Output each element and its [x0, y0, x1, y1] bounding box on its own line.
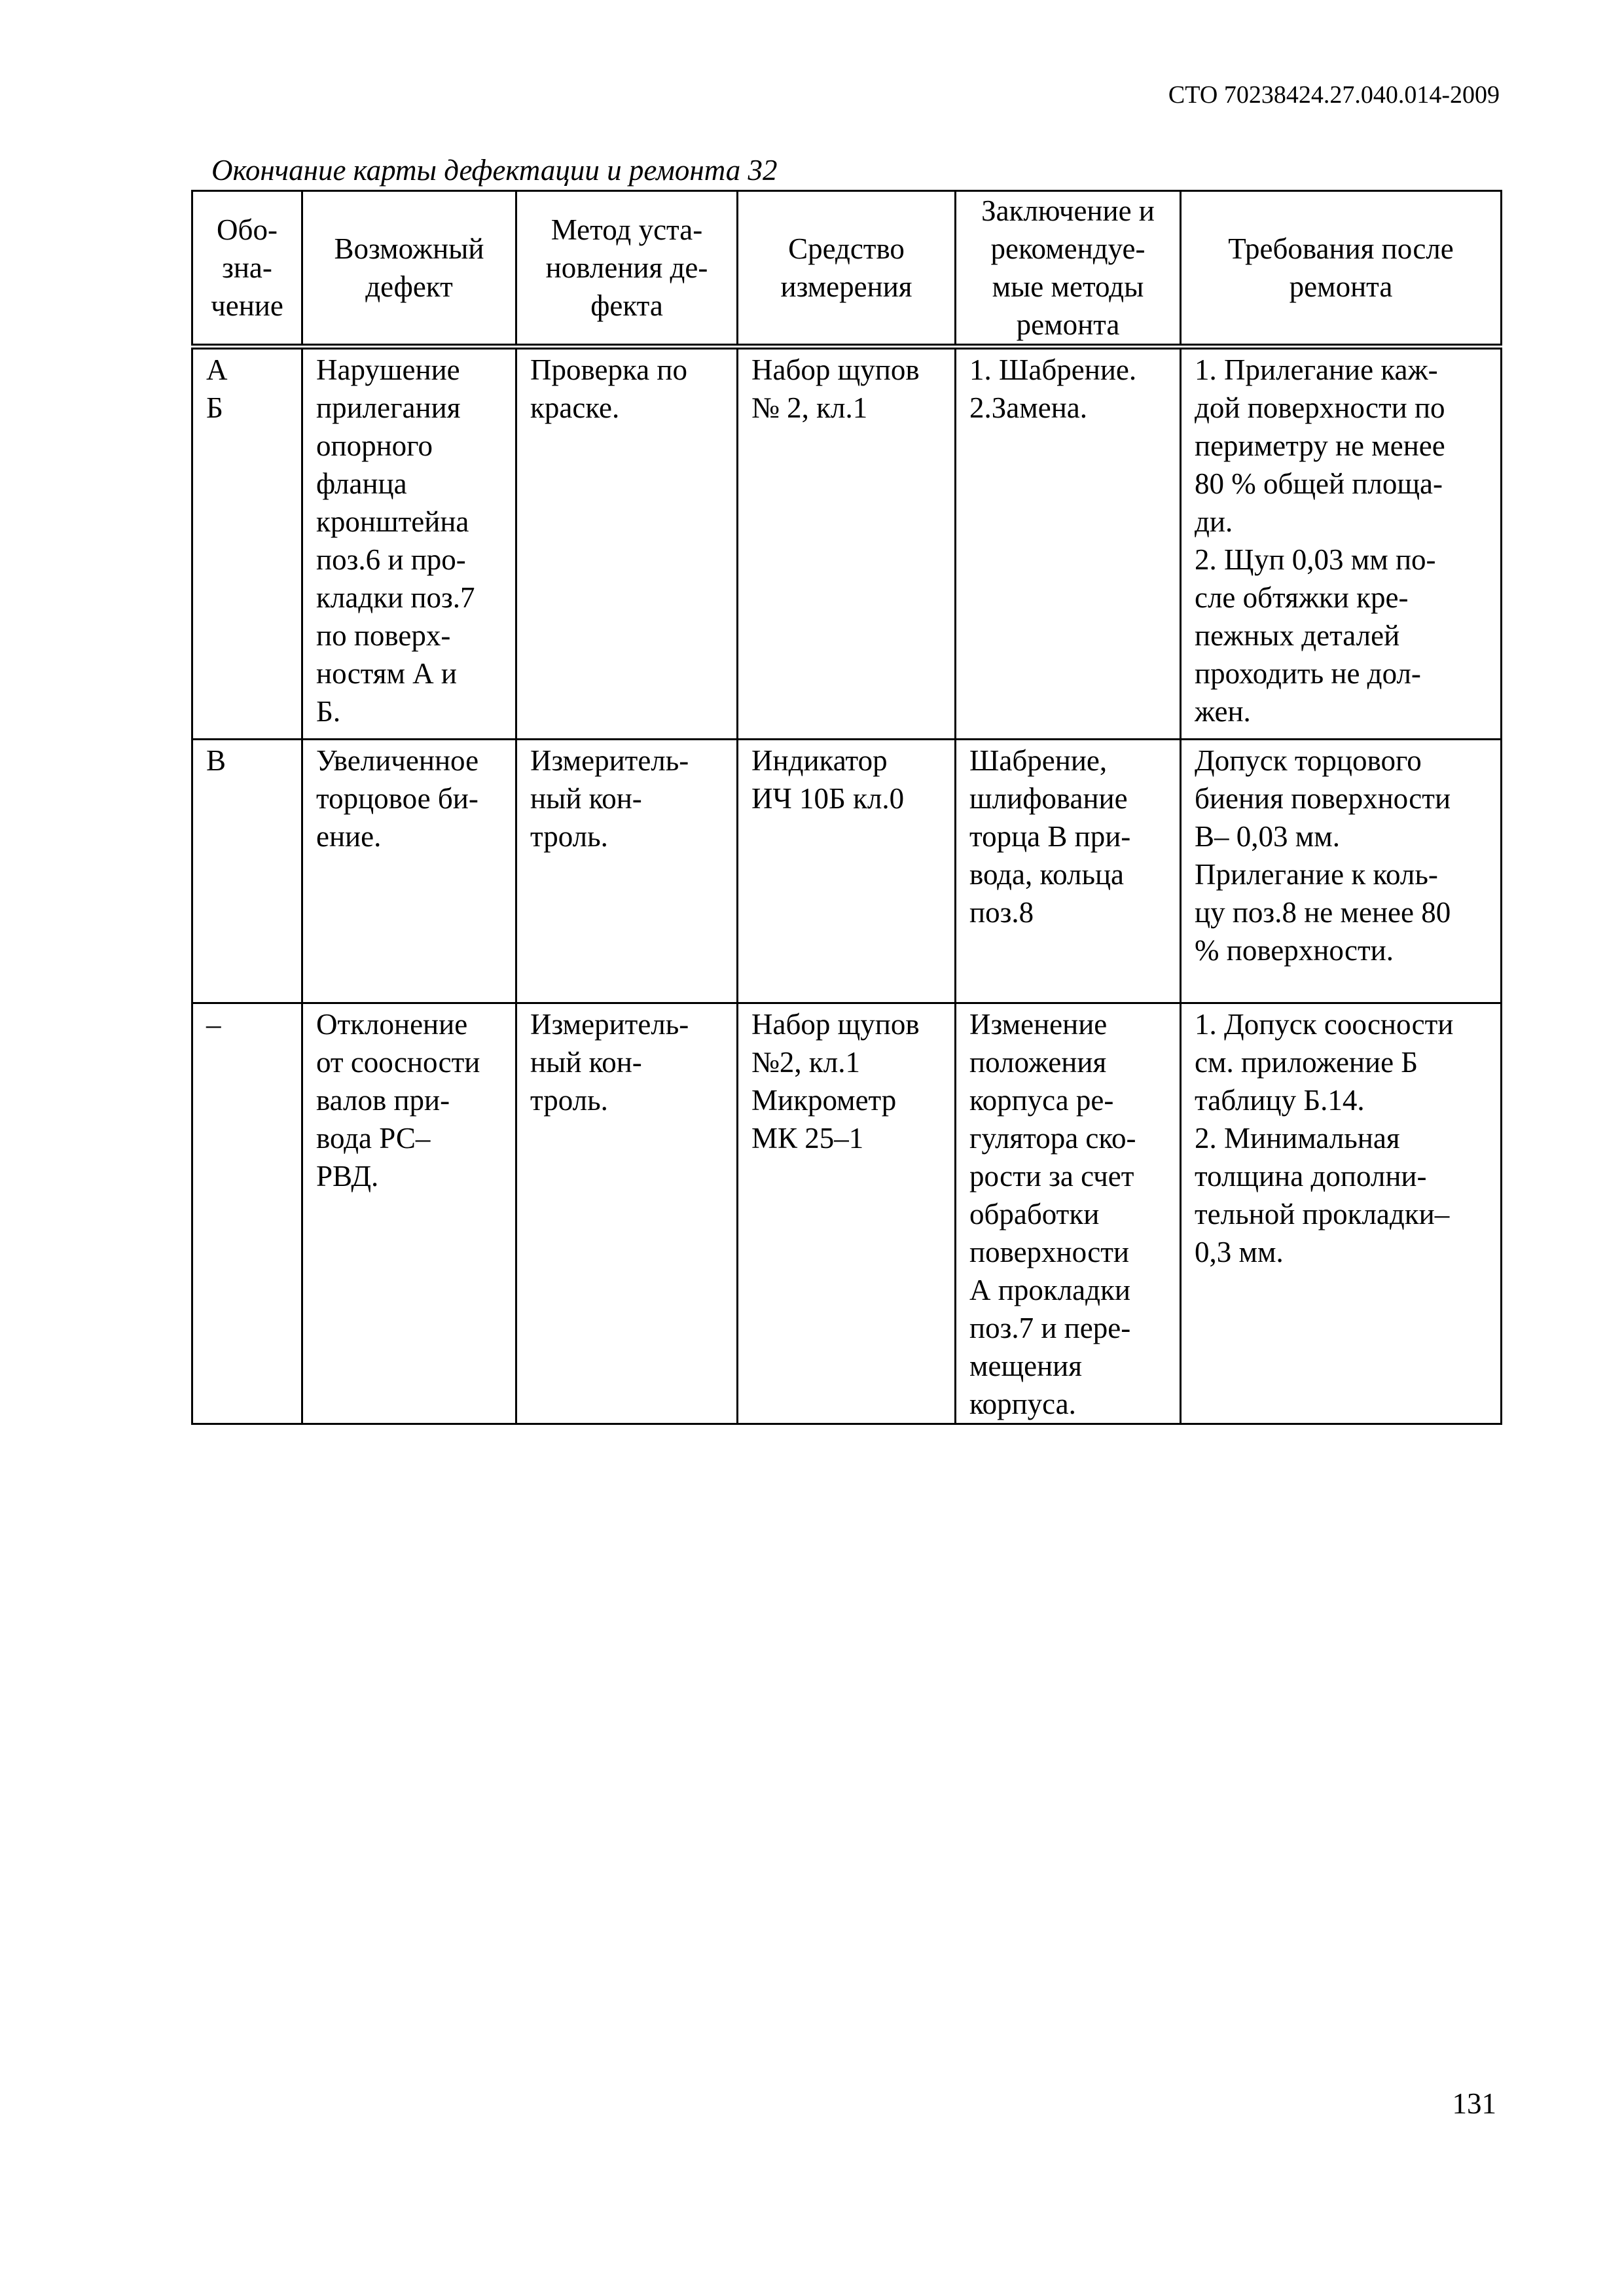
cell-text-line: Индикатор	[751, 744, 888, 777]
cell-text-line: Микрометр	[751, 1084, 897, 1117]
cell-text-line: 0,3 мм.	[1195, 1236, 1284, 1268]
cell-text-line: 1. Шабрение.	[969, 353, 1137, 386]
cell-text-line: кладки поз.7	[316, 581, 475, 614]
cell-designation	[192, 347, 302, 740]
cell-text-line: ностям А и	[316, 657, 458, 690]
cell-text-line: рости за счет	[969, 1160, 1134, 1193]
cell-text-line: % поверхности.	[1195, 934, 1394, 967]
cell-requirements	[1181, 1003, 1502, 1424]
cell-text-line: пежных деталей	[1195, 619, 1400, 652]
cell-text-line: ремонта	[1016, 308, 1120, 341]
cell-text-line: 1. Допуск соосности	[1195, 1008, 1454, 1041]
cell-method	[516, 347, 738, 740]
column-header-instrument	[738, 191, 956, 347]
cell-text-line: В	[206, 744, 226, 777]
cell-text-line: Требования после	[1228, 232, 1454, 265]
cell-text-line: Допуск торцового	[1195, 744, 1422, 777]
cell-text-line: 2. Минимальная	[1195, 1122, 1400, 1155]
cell-instrument	[738, 740, 956, 1003]
cell-text-line: вода РС–	[316, 1122, 431, 1155]
cell-text-line: таблицу Б.14.	[1195, 1084, 1365, 1117]
cell-text-line: Шабрение,	[969, 744, 1108, 777]
cell-text-line: ный кон-	[530, 782, 642, 815]
cell-text-line: фекта	[590, 289, 663, 322]
cell-text-line: зна-	[222, 251, 272, 284]
cell-text-line: поз.7 и пере-	[969, 1312, 1131, 1344]
cell-text-line: биения поверхности	[1195, 782, 1451, 815]
cell-text-line: толщина дополни-	[1195, 1160, 1427, 1193]
cell-text-line: 2.Замена.	[969, 391, 1088, 424]
cell-text-line: опорного	[316, 429, 433, 462]
cell-text-line: торцовое би-	[316, 782, 478, 815]
cell-text-line: торца В при-	[969, 820, 1131, 853]
cell-text-line: Нарушение	[316, 353, 460, 386]
cell-text-line: Обо-	[217, 213, 278, 246]
cell-text-line: корпуса ре-	[969, 1084, 1114, 1117]
cell-text-line: новления де-	[545, 251, 708, 284]
cell-text-line: жен.	[1195, 695, 1251, 728]
cell-text-line: кронштейна	[316, 505, 469, 538]
cell-text-line: Проверка по	[530, 353, 687, 386]
cell-text-line: поверхности	[969, 1236, 1129, 1268]
cell-text-line: Отклонение	[316, 1008, 468, 1041]
cell-instrument	[738, 347, 956, 740]
cell-text-line: МК 25–1	[751, 1122, 864, 1155]
cell-text-line: поз.8	[969, 896, 1034, 929]
page-number: 131	[1452, 2087, 1496, 2120]
cell-text-line: №2, кл.1	[751, 1046, 861, 1079]
cell-text-line: Б	[206, 391, 223, 424]
cell-text-line: краске.	[530, 391, 620, 424]
cell-designation	[192, 1003, 302, 1424]
cell-text-line: дефект	[365, 270, 453, 303]
cell-text-line: А	[206, 353, 228, 386]
cell-text-line: Изменение	[969, 1008, 1108, 1041]
cell-text-line: ение.	[316, 820, 382, 853]
cell-text-line: 1. Прилегание каж-	[1195, 353, 1438, 386]
cell-text-line: от соосности	[316, 1046, 480, 1079]
cell-text-line: –	[206, 1008, 221, 1041]
cell-text-line: сле обтяжки кре-	[1195, 581, 1409, 614]
cell-text-line: см. приложение Б	[1195, 1046, 1418, 1079]
table-row	[192, 347, 1502, 740]
column-header-designation	[192, 191, 302, 347]
cell-text-line: РВД.	[316, 1160, 379, 1193]
cell-text-line: проходить не дол-	[1195, 657, 1421, 690]
cell-text-line: троль.	[530, 1084, 608, 1117]
cell-text-line: Измеритель-	[530, 1008, 689, 1041]
cell-text-line: чение	[211, 289, 283, 322]
cell-defect	[302, 740, 516, 1003]
column-header-method	[516, 191, 738, 347]
cell-text-line: периметру не менее	[1195, 429, 1445, 462]
cell-designation	[192, 740, 302, 1003]
cell-text-line: Б.	[316, 695, 341, 728]
cell-text-line: положения	[969, 1046, 1107, 1079]
cell-text-line: 80 % общей площа-	[1195, 467, 1443, 500]
cell-requirements	[1181, 740, 1502, 1003]
cell-text-line: по поверх-	[316, 619, 451, 652]
column-header-defect	[302, 191, 516, 347]
cell-text-line: тельной прокладки–	[1195, 1198, 1450, 1230]
cell-text-line: рекомендуе-	[990, 232, 1146, 265]
cell-text-line: шлифование	[969, 782, 1128, 815]
cell-defect	[302, 347, 516, 740]
table-row	[192, 1003, 1502, 1424]
cell-requirements	[1181, 347, 1502, 740]
cell-repair	[956, 347, 1181, 740]
cell-text-line: гулятора ско-	[969, 1122, 1136, 1155]
cell-text-line: измерения	[780, 270, 912, 303]
cell-text-line: Средство	[788, 232, 905, 265]
cell-method	[516, 740, 738, 1003]
defect-repair-table	[191, 190, 1502, 1425]
cell-text-line: А прокладки	[969, 1274, 1130, 1306]
cell-text-line: ди.	[1195, 505, 1233, 538]
cell-text-line: дой поверхности по	[1195, 391, 1445, 424]
cell-text-line: мые методы	[992, 270, 1144, 303]
cell-text-line: Набор щупов	[751, 353, 920, 386]
table-caption: Окончание карты дефектации и ремонта 32	[211, 154, 778, 187]
cell-text-line: вода, кольца	[969, 858, 1125, 891]
cell-text-line: Метод уста-	[550, 213, 703, 246]
cell-instrument	[738, 1003, 956, 1424]
cell-text-line: Прилегание к коль-	[1195, 858, 1438, 891]
cell-text-line: цу поз.8 не менее 80	[1195, 896, 1451, 929]
cell-text-line: Увеличенное	[316, 744, 479, 777]
cell-text-line: Заключение и	[981, 194, 1155, 227]
column-header-repair	[956, 191, 1181, 347]
cell-repair	[956, 740, 1181, 1003]
cell-text-line: прилегания	[316, 391, 461, 424]
cell-text-line: Возможный	[334, 232, 484, 265]
cell-text-line: 2. Щуп 0,03 мм по-	[1195, 543, 1436, 576]
cell-text-line: корпуса.	[969, 1388, 1076, 1420]
table-row	[192, 740, 1502, 1003]
cell-defect	[302, 1003, 516, 1424]
cell-text-line: ный кон-	[530, 1046, 642, 1079]
cell-text-line: ИЧ 10Б кл.0	[751, 782, 905, 815]
document-code: СТО 70238424.27.040.014-2009	[1168, 81, 1500, 109]
cell-text-line: ремонта	[1289, 270, 1393, 303]
cell-text-line: поз.6 и про-	[316, 543, 466, 576]
table-header-row	[192, 191, 1502, 347]
cell-text-line: валов при-	[316, 1084, 450, 1117]
cell-text-line: мещения	[969, 1350, 1082, 1382]
cell-text-line: Измеритель-	[530, 744, 689, 777]
cell-text-line: В– 0,03 мм.	[1195, 820, 1340, 853]
cell-method	[516, 1003, 738, 1424]
cell-text-line: фланца	[316, 467, 407, 500]
cell-text-line: № 2, кл.1	[751, 391, 868, 424]
cell-text-line: троль.	[530, 820, 608, 853]
cell-text-line: обработки	[969, 1198, 1100, 1230]
cell-repair	[956, 1003, 1181, 1424]
column-header-requirements	[1181, 191, 1502, 347]
cell-text-line: Набор щупов	[751, 1008, 920, 1041]
